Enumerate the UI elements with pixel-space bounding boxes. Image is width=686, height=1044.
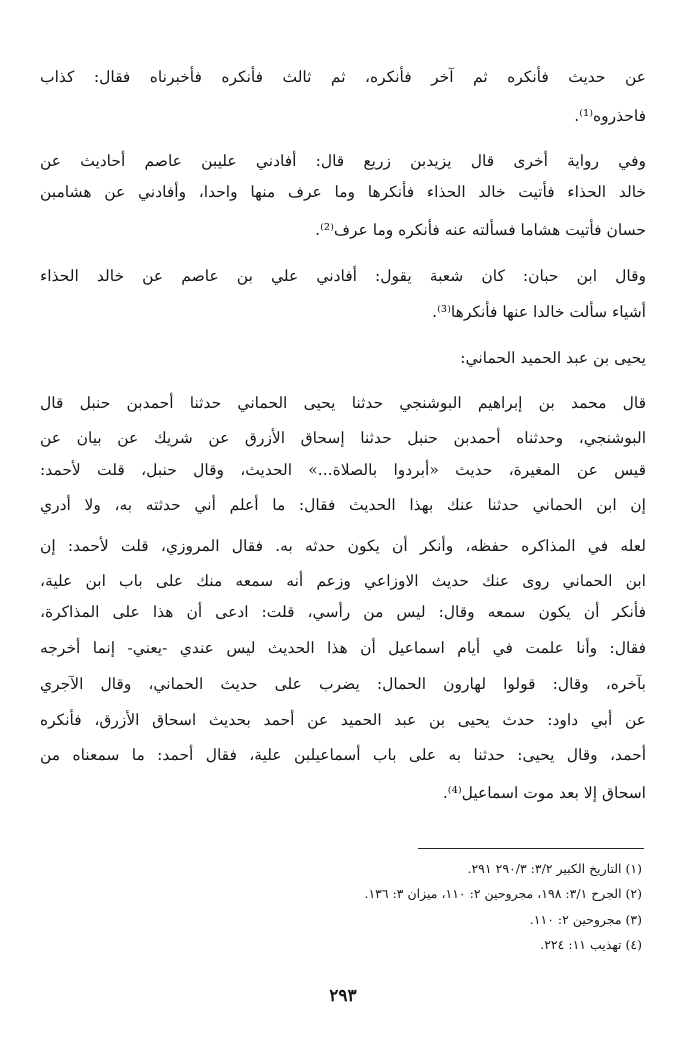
text-line: أحمد، وقال يحيى: حدثنا به على باب أسماعيلبن علية، فقال أحمد: ما سمعناه من	[40, 746, 646, 764]
text-line: ابن الحماني روى عنك حديث الاوزاعي وزعم أنه سمعه منك على باب ابن علية،	[40, 572, 646, 590]
text-line: حسان فأتيت هشاما فسألته عنه فأنكره وما عرف⁽²⁾.	[315, 221, 646, 239]
page-number: ٢٩٣	[329, 986, 357, 1006]
text-line: فقال: وأنا علمت في أيام اسماعيل أن هذا الحديث ليس عندي -يعني- إنما أخرجه	[40, 639, 646, 657]
text-line: وقال ابن حبان: كان شعبة يقول: أفادني علي بن عاصم عن خالد الحذاء	[40, 267, 646, 285]
footnote: (٢) الجرح ٣/١: ١٩٨، مجروحين ٢: ١١٠، ميزان ٣: ١٣٦.	[364, 886, 642, 901]
text-line: عن حديث فأنكره ثم آخر فأنكره، ثم ثالث فأنكره فأخبرناه فقال: كذاب	[40, 68, 646, 86]
text-line: فاحذروه⁽¹⁾.	[574, 107, 646, 125]
text-line: فأنكر أن يكون سمعه وقال: ليس من رأسي، قلت: ادعى أن هذا على المذاكرة،	[40, 603, 646, 621]
section-heading: يحيى بن عبد الحميد الحماني:	[460, 349, 646, 367]
footnote-rule	[418, 848, 644, 849]
text-line: عن أبي داود: حدث يحيى بن عبد الحميد عن أحمد بحديث اسحاق الأزرق، فأنكره	[40, 711, 646, 729]
text-line: اسحاق إلا بعد موت اسماعيل⁽⁴⁾.	[442, 784, 646, 802]
text-line: قال محمد بن إبراهيم البوشنجي حدثنا يحيى الحماني حدثنا أحمدبن حنبل قال	[40, 394, 646, 412]
text-line: بآخره، وقال: قولوا لهارون الحمال: يضرب على حديث الحماني، وقال الآجري	[40, 675, 646, 693]
footnote: (١) التاريخ الكبير ٣/٢: ٢٩٠/٣ ٢٩١.	[467, 861, 642, 876]
text-line: قيس عن المغيرة، حديث «أبردوا بالصلاة...» الحديث، وقال حنبل، قلت لأحمد:	[40, 461, 646, 479]
text-line: خالد الحذاء فأتيت خالد الحذاء فأنكرها وما عرف منها واحدا، وأفادني عن هشامبن	[40, 183, 646, 201]
text-line: لعله في المذاكره حفظه، وأنكر أن يكون حدثه به. فقال المروزي، قلت لأحمد: إن	[40, 537, 646, 555]
text-line: وفي رواية أخرى قال يزيدبن زريع قال: أفادني عليبن عاصم أحاديث عن	[40, 152, 646, 170]
text-line: أشياء سألت خالدا عنها فأنكرها⁽³⁾.	[432, 303, 646, 321]
footnote: (٤) تهذيب ١١: ٢٢٤.	[540, 937, 642, 952]
footnote: (٣) مجروحين ٢: ١١٠.	[529, 912, 642, 927]
text-line: البوشنجي، وحدثناه أحمدبن حنبل حدثنا إسحاق الأزرق عن شريك عن بيان عن	[40, 429, 646, 447]
text-line: إن ابن الحماني حدثنا عنك بهذا الحديث فقال: ما أعلم أني حدثته به، ولا أدري	[40, 496, 646, 514]
